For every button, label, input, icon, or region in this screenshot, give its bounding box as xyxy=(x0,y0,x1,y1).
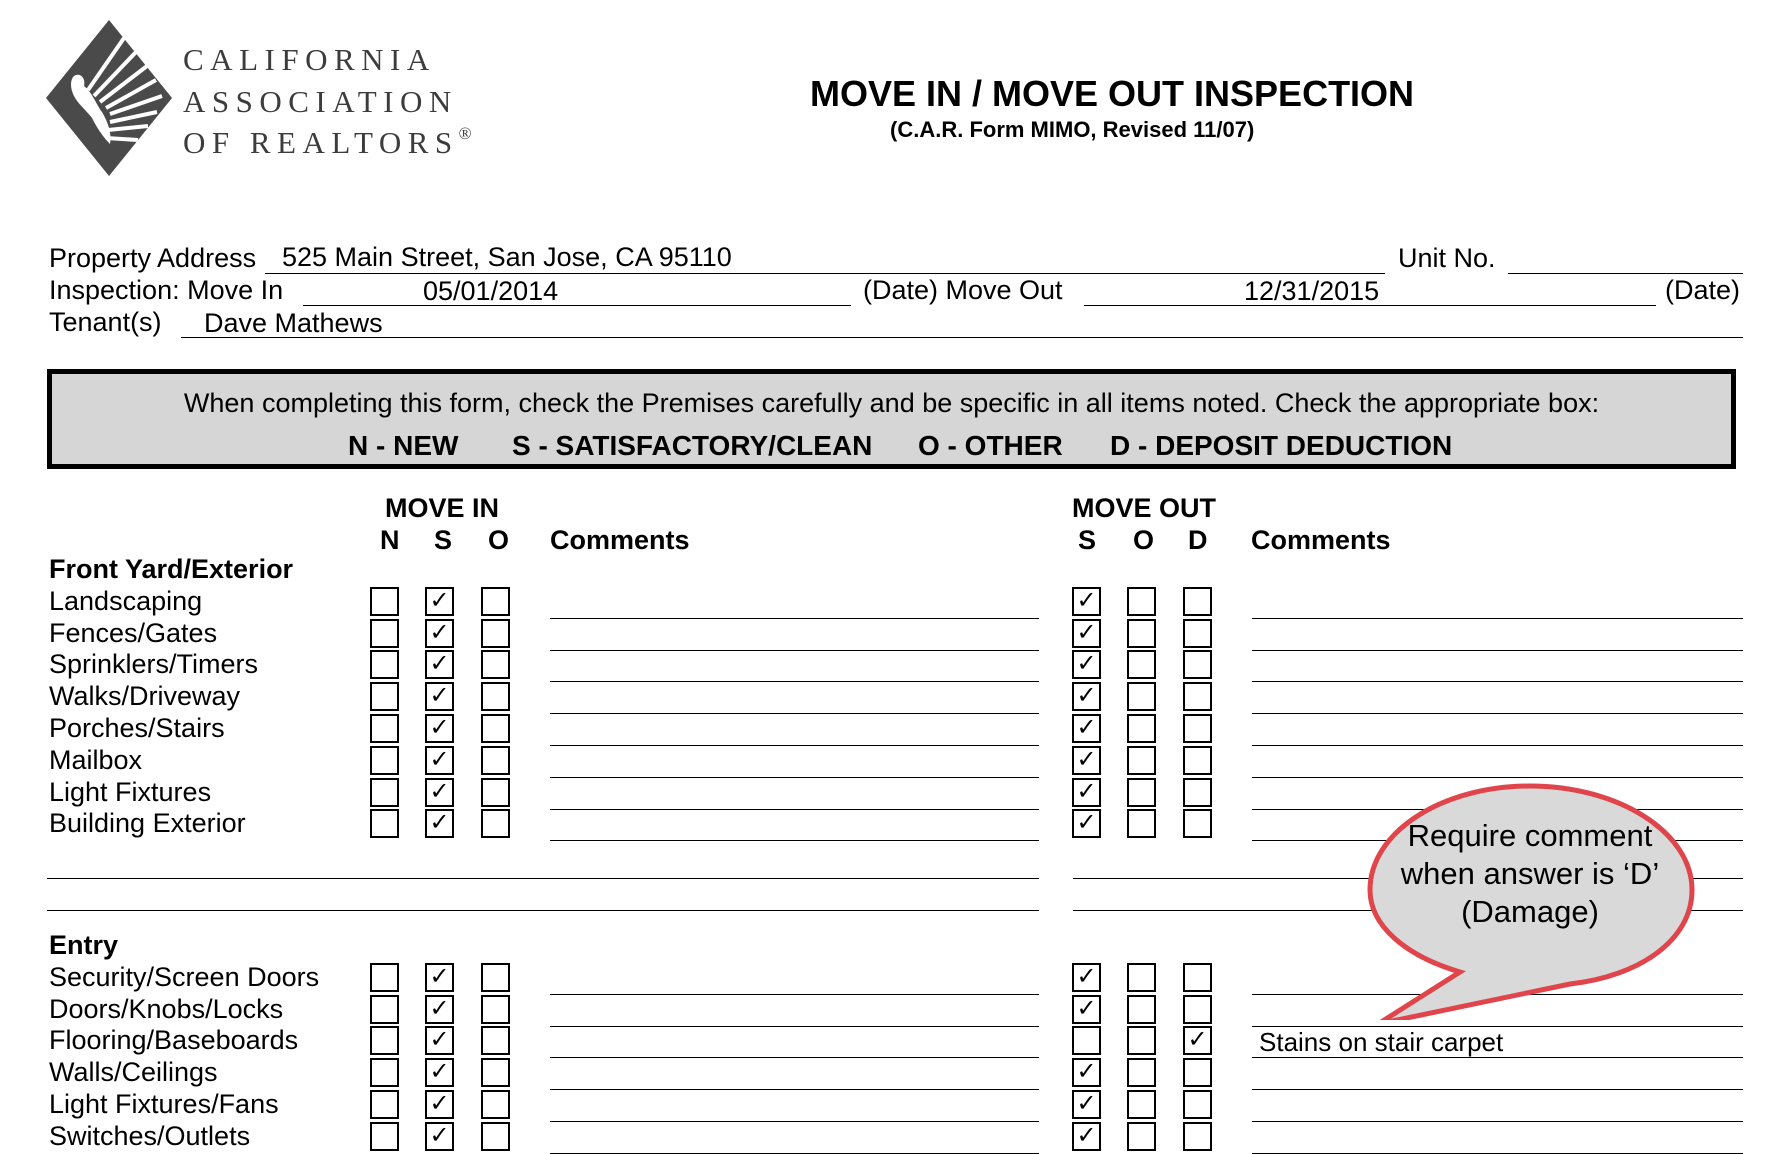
item-label: Security/Screen Doors xyxy=(49,961,320,992)
move-in-checkbox-o[interactable] xyxy=(481,995,510,1024)
check-mark-icon: ✓ xyxy=(429,617,450,646)
section-title: Front Yard/Exterior xyxy=(49,554,294,584)
move-out-checkbox-d[interactable] xyxy=(1183,746,1212,775)
registered-mark: ® xyxy=(458,124,472,143)
move-in-checkbox-o[interactable] xyxy=(481,650,510,679)
check-mark-icon: ✓ xyxy=(1076,681,1097,710)
check-mark-icon: ✓ xyxy=(1076,1089,1097,1117)
move-in-checkbox-s[interactable] xyxy=(425,1058,454,1087)
form-title: MOVE IN / MOVE OUT INSPECTION xyxy=(810,73,1415,114)
move-out-checkbox-s[interactable] xyxy=(1072,1122,1101,1151)
move-out-comments-header: Comments xyxy=(1251,525,1391,555)
unit-no-line[interactable] xyxy=(1508,273,1743,274)
move-out-comment-line[interactable] xyxy=(1252,1057,1743,1058)
check-mark-icon: ✓ xyxy=(429,713,450,741)
move-in-checkbox-n[interactable] xyxy=(370,1122,399,1151)
move-in-comment-line[interactable] xyxy=(550,713,1039,714)
legend-other: O - OTHER xyxy=(918,430,1063,461)
move-out-comment-line[interactable] xyxy=(1252,650,1743,651)
move-in-comments-header: Comments xyxy=(550,525,690,555)
item-label: Light Fixtures xyxy=(49,776,212,807)
move-in-checkbox-n[interactable] xyxy=(370,963,399,992)
instructions-box xyxy=(47,369,1736,469)
move-out-checkbox-d[interactable] xyxy=(1183,1122,1212,1151)
legend-deposit-deduction: D - DEPOSIT DEDUCTION xyxy=(1110,430,1453,461)
move-in-checkbox-o[interactable] xyxy=(481,746,510,775)
date-move-out-label: (Date) Move Out xyxy=(863,275,1063,305)
item-label: Landscaping xyxy=(49,585,203,616)
move-out-comment-line[interactable] xyxy=(1252,618,1743,619)
move-out-checkbox-d[interactable] xyxy=(1183,682,1212,711)
move-out-checkbox-o[interactable] xyxy=(1127,778,1156,807)
move-in-checkbox-o[interactable] xyxy=(481,809,510,838)
legend-satisfactory: S - SATISFACTORY/CLEAN xyxy=(512,430,873,461)
move-out-checkbox-d[interactable] xyxy=(1183,809,1212,838)
move-in-checkbox-s[interactable] xyxy=(425,746,454,775)
item-label: Building Exterior xyxy=(49,808,246,839)
move-out-checkbox-s[interactable] xyxy=(1072,778,1101,807)
move-in-checkbox-o[interactable] xyxy=(481,1122,510,1151)
move-in-checkbox-o[interactable] xyxy=(481,587,510,616)
check-mark-icon: ✓ xyxy=(1076,776,1097,805)
move-in-comment-line[interactable] xyxy=(550,1121,1039,1122)
move-out-comment-line[interactable] xyxy=(1252,777,1743,778)
logo-line-3 xyxy=(183,125,472,158)
move-in-comment-line[interactable] xyxy=(550,809,1039,810)
move-in-date-value[interactable]: 05/01/2014 xyxy=(423,276,559,306)
check-mark-icon: ✓ xyxy=(429,1089,450,1117)
car-logo-icon xyxy=(44,18,174,178)
move-out-comment-line[interactable] xyxy=(1252,745,1743,746)
move-out-checkbox-d[interactable] xyxy=(1183,650,1212,679)
move-out-checkbox-s[interactable] xyxy=(1072,587,1101,616)
instructions-text: When completing this form, check the Premises carefully and be specific in all items noted. Check the appropriate box: xyxy=(183,388,1600,418)
move-in-checkbox-s[interactable] xyxy=(425,682,454,711)
move-out-checkbox-s[interactable] xyxy=(1072,746,1101,775)
move-out-checkbox-s[interactable] xyxy=(1072,714,1101,743)
move-in-comment-line[interactable] xyxy=(550,777,1039,778)
move-in-checkbox-n[interactable] xyxy=(370,619,399,648)
move-in-checkbox-n[interactable] xyxy=(370,809,399,838)
blank-line-left-2[interactable] xyxy=(47,910,1039,911)
move-in-checkbox-n[interactable] xyxy=(370,995,399,1024)
check-mark-icon: ✓ xyxy=(1076,808,1097,837)
move-out-checkbox-o[interactable] xyxy=(1127,995,1156,1024)
move-out-checkbox-d[interactable] xyxy=(1183,963,1212,992)
move-in-comment-line[interactable] xyxy=(550,618,1039,619)
move-in-checkbox-n[interactable] xyxy=(370,714,399,743)
item-label: Light Fixtures/Fans xyxy=(49,1089,279,1119)
move-in-checkbox-n[interactable] xyxy=(370,1058,399,1087)
move-out-col-o: O xyxy=(1133,525,1155,555)
legend-new: N - NEW xyxy=(348,430,459,461)
logo-line-3-text: OF REALTORS xyxy=(183,125,459,160)
move-out-checkbox-o[interactable] xyxy=(1127,1026,1156,1055)
check-mark-icon: ✓ xyxy=(1076,993,1097,1022)
property-address-label: Property Address xyxy=(49,243,257,273)
move-in-date-line xyxy=(303,305,851,306)
move-in-checkbox-s[interactable] xyxy=(425,714,454,743)
move-out-checkbox-s[interactable] xyxy=(1072,1058,1101,1087)
move-out-col-d: D xyxy=(1188,525,1208,555)
check-mark-icon: ✓ xyxy=(1076,617,1097,646)
check-mark-icon: ✓ xyxy=(1187,1025,1208,1054)
move-in-header: MOVE IN xyxy=(385,493,500,523)
check-mark-icon: ✓ xyxy=(429,776,450,805)
move-in-checkbox-o[interactable] xyxy=(481,682,510,711)
move-in-checkbox-o[interactable] xyxy=(481,619,510,648)
move-out-checkbox-s[interactable] xyxy=(1072,995,1101,1024)
property-address-line xyxy=(265,273,1385,274)
form-subtitle: (C.A.R. Form MIMO, Revised 11/07) xyxy=(890,117,1255,142)
move-in-checkbox-n[interactable] xyxy=(370,778,399,807)
section-title: Entry xyxy=(49,930,119,960)
move-in-checkbox-n[interactable] xyxy=(370,1026,399,1055)
check-mark-icon: ✓ xyxy=(429,649,450,678)
check-mark-icon: ✓ xyxy=(1076,961,1097,990)
check-mark-icon: ✓ xyxy=(1076,1057,1097,1086)
move-in-checkbox-o[interactable] xyxy=(481,1090,510,1119)
unit-no-label: Unit No. xyxy=(1398,243,1496,273)
move-in-comment-line[interactable] xyxy=(550,650,1039,651)
car-logo xyxy=(44,18,174,178)
check-mark-icon: ✓ xyxy=(429,585,450,614)
move-in-comment-line[interactable] xyxy=(550,994,1039,995)
move-in-comment-line[interactable] xyxy=(550,1026,1039,1027)
move-out-checkbox-o[interactable] xyxy=(1127,682,1156,711)
move-out-checkbox-o[interactable] xyxy=(1127,1090,1156,1119)
tenants-label: Tenant(s) xyxy=(49,307,162,337)
move-out-checkbox-o[interactable] xyxy=(1127,587,1156,616)
move-out-checkbox-o[interactable] xyxy=(1127,746,1156,775)
check-mark-icon: ✓ xyxy=(429,681,450,710)
move-in-comment-line[interactable] xyxy=(550,745,1039,746)
move-out-checkbox-o[interactable] xyxy=(1127,619,1156,648)
move-out-checkbox-d[interactable] xyxy=(1183,1058,1212,1087)
move-in-checkbox-s[interactable] xyxy=(425,1090,454,1119)
check-mark-icon: ✓ xyxy=(429,961,450,990)
move-in-checkbox-s[interactable] xyxy=(425,778,454,807)
move-in-checkbox-n[interactable] xyxy=(370,587,399,616)
move-out-checkbox-o[interactable] xyxy=(1127,809,1156,838)
move-in-checkbox-s[interactable] xyxy=(425,963,454,992)
date-label: (Date) xyxy=(1665,275,1741,305)
callout-text: Require comment when answer is ‘D’ (Damage) xyxy=(1400,818,1660,929)
move-out-comment-line[interactable] xyxy=(1252,1121,1743,1122)
item-label: Walls/Ceilings xyxy=(49,1057,218,1088)
check-mark-icon: ✓ xyxy=(429,744,450,773)
move-out-checkbox-d[interactable] xyxy=(1183,587,1212,616)
move-in-checkbox-s[interactable] xyxy=(425,1122,454,1151)
move-in-checkbox-o[interactable] xyxy=(481,778,510,807)
move-out-checkbox-o[interactable] xyxy=(1127,714,1156,743)
logo-line-1: CALIFORNIA xyxy=(183,42,436,77)
check-mark-icon: ✓ xyxy=(1076,585,1097,614)
item-label: Switches/Outlets xyxy=(49,1120,251,1151)
check-mark-icon: ✓ xyxy=(1076,649,1097,678)
item-label: Fences/Gates xyxy=(49,617,218,648)
move-out-checkbox-d[interactable] xyxy=(1183,619,1212,648)
move-out-checkbox-s[interactable] xyxy=(1072,1026,1101,1055)
check-mark-icon: ✓ xyxy=(1076,1120,1097,1149)
move-out-checkbox-d[interactable] xyxy=(1183,714,1212,743)
check-mark-icon: ✓ xyxy=(429,1025,450,1054)
move-out-checkbox-o[interactable] xyxy=(1127,1058,1156,1087)
item-label: Doors/Knobs/Locks xyxy=(49,993,284,1024)
tenants-line xyxy=(181,337,1743,338)
move-out-col-s: S xyxy=(1078,525,1097,555)
move-in-checkbox-s[interactable] xyxy=(425,995,454,1024)
move-in-col-s: S xyxy=(434,525,453,555)
move-in-checkbox-s[interactable] xyxy=(425,587,454,616)
item-label: Walks/Driveway xyxy=(49,681,241,712)
move-out-checkbox-s[interactable] xyxy=(1072,619,1101,648)
move-in-col-n: N xyxy=(380,525,400,555)
move-out-checkbox-s[interactable] xyxy=(1072,650,1101,679)
move-in-checkbox-n[interactable] xyxy=(370,1090,399,1119)
callout-bubble xyxy=(1360,780,1700,1020)
check-mark-icon: ✓ xyxy=(429,1057,450,1086)
move-in-checkbox-n[interactable] xyxy=(370,746,399,775)
move-out-checkbox-o[interactable] xyxy=(1127,963,1156,992)
move-out-header: MOVE OUT xyxy=(1072,493,1217,523)
move-in-checkbox-n[interactable] xyxy=(370,650,399,679)
move-out-checkbox-o[interactable] xyxy=(1127,650,1156,679)
move-out-checkbox-o[interactable] xyxy=(1127,1122,1156,1151)
tenants-value[interactable]: Dave Mathews xyxy=(204,308,383,338)
logo-line-2: ASSOCIATION xyxy=(183,84,458,119)
move-in-checkbox-s[interactable] xyxy=(425,619,454,648)
inspection-move-in-label: Inspection: Move In xyxy=(49,275,284,305)
move-out-checkbox-s[interactable] xyxy=(1072,682,1101,711)
move-in-checkbox-s[interactable] xyxy=(425,1026,454,1055)
check-mark-icon: ✓ xyxy=(429,993,450,1022)
property-address-value[interactable]: 525 Main Street, San Jose, CA 95110 xyxy=(282,242,732,272)
move-in-checkbox-o[interactable] xyxy=(481,1026,510,1055)
move-out-checkbox-d[interactable] xyxy=(1183,778,1212,807)
move-out-checkbox-d[interactable] xyxy=(1183,1026,1212,1055)
move-in-checkbox-o[interactable] xyxy=(481,963,510,992)
move-out-comment-value[interactable]: Stains on stair carpet xyxy=(1259,1027,1504,1058)
move-in-col-o: O xyxy=(488,525,510,555)
move-in-checkbox-o[interactable] xyxy=(481,1058,510,1087)
move-out-checkbox-s[interactable] xyxy=(1072,963,1101,992)
item-label: Porches/Stairs xyxy=(49,713,225,743)
move-out-comment-line[interactable] xyxy=(1252,681,1743,682)
move-out-checkbox-d[interactable] xyxy=(1183,995,1212,1024)
move-in-comment-line[interactable] xyxy=(550,1057,1039,1058)
blank-line-left-1[interactable] xyxy=(47,878,1039,879)
move-out-checkbox-s[interactable] xyxy=(1072,809,1101,838)
check-mark-icon: ✓ xyxy=(1076,713,1097,741)
item-label: Flooring/Baseboards xyxy=(49,1025,299,1056)
move-in-checkbox-s[interactable] xyxy=(425,650,454,679)
move-in-checkbox-o[interactable] xyxy=(481,714,510,743)
check-mark-icon: ✓ xyxy=(429,808,450,837)
move-in-comment-line[interactable] xyxy=(550,1089,1039,1090)
move-out-date-value[interactable]: 12/31/2015 xyxy=(1244,276,1380,306)
check-mark-icon: ✓ xyxy=(1076,744,1097,773)
item-label: Sprinklers/Timers xyxy=(49,649,259,680)
move-out-checkbox-s[interactable] xyxy=(1072,1090,1101,1119)
move-in-checkbox-n[interactable] xyxy=(370,682,399,711)
item-label: Mailbox xyxy=(49,744,143,775)
move-in-comment-line[interactable] xyxy=(550,681,1039,682)
move-out-comment-line[interactable] xyxy=(1252,1089,1743,1090)
check-mark-icon: ✓ xyxy=(429,1120,450,1149)
move-out-checkbox-d[interactable] xyxy=(1183,1090,1212,1119)
move-out-comment-line[interactable] xyxy=(1252,713,1743,714)
move-in-checkbox-s[interactable] xyxy=(425,809,454,838)
move-in-comment-line[interactable] xyxy=(550,840,1039,841)
